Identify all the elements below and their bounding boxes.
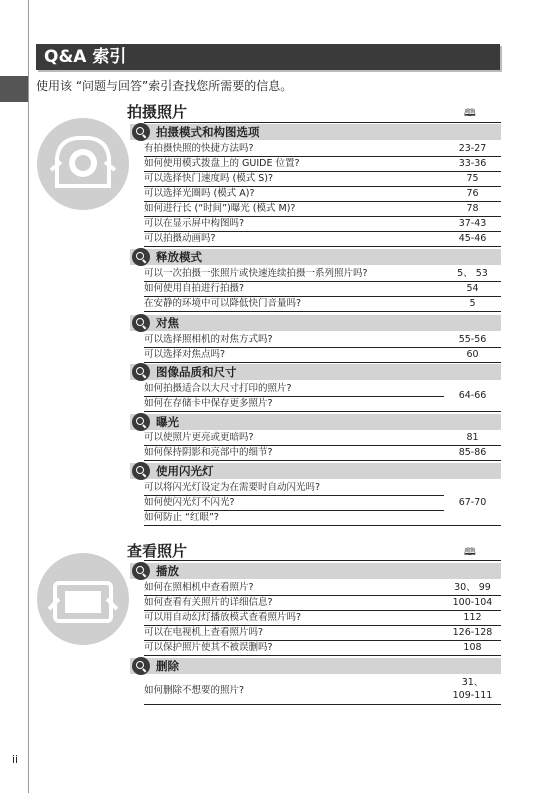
page-ref[interactable]: 23-27 <box>458 143 487 154</box>
page-ref[interactable]: 54 <box>466 283 479 294</box>
row-rule <box>144 704 501 705</box>
row-rule <box>144 216 501 217</box>
page-ref[interactable]: 109-111 <box>452 690 493 701</box>
row-rule <box>144 171 501 172</box>
page-ref[interactable]: 81 <box>466 432 479 443</box>
page-title: Q&A 索引 <box>36 44 500 70</box>
row-rule <box>144 445 501 446</box>
page-ref[interactable]: 126-128 <box>452 627 493 638</box>
group-heading-modes: 拍摄模式和构图选项 <box>130 124 501 140</box>
question-item: 可以在电视机上查看照片吗? <box>144 627 264 638</box>
row-rule <box>144 231 501 232</box>
row-rule <box>144 186 501 187</box>
row-rule <box>144 411 501 412</box>
row-rule <box>144 525 501 526</box>
page-ref[interactable]: 5、 53 <box>457 268 488 279</box>
group-heading-playback: 播放 <box>130 563 501 579</box>
question-item: 如何进行长 (“时间”)曝光 (模式 M)? <box>144 203 296 214</box>
question-item: 可以保护照片使其不被误删吗? <box>144 642 273 653</box>
question-item: 可以使照片更亮或更暗吗? <box>144 432 254 443</box>
group-heading-release: 释放模式 <box>130 249 501 265</box>
question-item: 如何拍摄适合以大尺寸打印的照片? <box>144 383 292 394</box>
camera-playback-icon <box>37 553 129 645</box>
group-heading-exposure: 曝光 <box>130 414 501 430</box>
row-rule <box>144 156 501 157</box>
page-ref[interactable]: 5 <box>469 298 476 309</box>
question-item: 如何使用模式拨盘上的 GUIDE 位置? <box>144 158 300 169</box>
margin-rule <box>28 0 29 793</box>
question-item: 可以拍摄动画吗? <box>144 233 216 244</box>
page-ref[interactable]: 76 <box>466 188 479 199</box>
question-item: 可以选择对焦点吗? <box>144 349 226 360</box>
row-rule <box>144 246 501 247</box>
row-rule <box>144 595 501 596</box>
book-icon: 🕮 <box>464 108 476 119</box>
magnifier-icon <box>132 462 150 480</box>
question-item: 可以在显示屏中构图吗? <box>144 218 245 229</box>
row-rule <box>144 201 501 202</box>
question-item: 在安静的环境中可以降低快门音量吗? <box>144 298 302 309</box>
page-ref[interactable]: 33-36 <box>458 158 487 169</box>
book-icon: 🕮 <box>464 547 476 558</box>
page-ref[interactable]: 31、 <box>461 677 484 688</box>
group-heading-focus: 对焦 <box>130 315 501 331</box>
magnifier-icon <box>132 248 150 266</box>
section-rule <box>144 560 501 561</box>
row-rule <box>144 625 501 626</box>
page-ref[interactable]: 60 <box>466 349 479 360</box>
question-item: 如何在照相机中查看照片? <box>144 582 254 593</box>
row-rule <box>144 311 501 312</box>
magnifier-icon <box>132 562 150 580</box>
question-item: 如何删除不想要的照片? <box>144 685 245 696</box>
page-ref[interactable]: 112 <box>463 612 482 623</box>
row-rule <box>144 640 501 641</box>
question-item: 可以选择照相机的对焦方式吗? <box>144 334 273 345</box>
question-item: 如何保持阴影和亮部中的细节? <box>144 447 273 458</box>
page-ref[interactable]: 85-86 <box>458 447 487 458</box>
question-item: 如何使闪光灯不闪光? <box>144 497 235 508</box>
magnifier-icon <box>132 413 150 431</box>
magnifier-icon <box>132 123 150 141</box>
page-ref[interactable]: 100-104 <box>452 597 493 608</box>
row-rule <box>144 362 501 363</box>
row-rule <box>144 655 501 656</box>
row-rule <box>144 495 444 496</box>
section-title-playback: 查看照片 <box>127 542 188 560</box>
page-ref[interactable]: 55-56 <box>458 334 487 345</box>
question-item: 可以一次拍摄一张照片或快速连续拍摄一系列照片吗? <box>144 268 368 279</box>
magnifier-icon <box>132 314 150 332</box>
section-rule <box>144 122 501 123</box>
magnifier-icon <box>132 657 150 675</box>
row-rule <box>144 610 501 611</box>
row-rule <box>144 281 501 282</box>
row-rule <box>144 510 444 511</box>
page-ref[interactable]: 67-70 <box>458 497 487 508</box>
row-rule <box>144 396 444 397</box>
camera-shooting-icon <box>37 118 129 210</box>
question-item: 如何在存储卡中保存更多照片? <box>144 398 273 409</box>
page-ref[interactable]: 30、 99 <box>454 582 491 593</box>
row-rule <box>144 347 501 348</box>
group-heading-flash: 使用闪光灯 <box>130 463 501 479</box>
question-item: 可以将闪光灯设定为在需要时自动闪光吗? <box>144 482 321 493</box>
question-item: 如何防止 “红眼”? <box>144 512 219 523</box>
question-item: 有拍摄快照的快捷方法吗? <box>144 143 254 154</box>
section-title-shooting: 拍摄照片 <box>127 103 188 121</box>
page-ref[interactable]: 78 <box>466 203 479 214</box>
question-item: 如何查看有关照片的详细信息? <box>144 597 273 608</box>
page-ref[interactable]: 75 <box>466 173 479 184</box>
page-ref[interactable]: 108 <box>463 642 482 653</box>
magnifier-icon <box>132 363 150 381</box>
row-rule <box>144 460 501 461</box>
question-item: 如何使用自拍进行拍摄? <box>144 283 245 294</box>
question-item: 可以选择光圈吗 (模式 A)? <box>144 188 255 199</box>
page-ref[interactable]: 64-66 <box>458 390 487 401</box>
question-item: 可以用自动幻灯播放模式查看照片吗? <box>144 612 302 623</box>
intro-text: 使用该 “问题与回答”索引查找您所需要的信息。 <box>36 79 293 93</box>
group-heading-quality: 图像品质和尺寸 <box>130 364 501 380</box>
page-number: ii <box>12 753 19 766</box>
question-item: 可以选择快门速度吗 (模式 S)? <box>144 173 274 184</box>
chapter-tab <box>0 76 28 102</box>
page-ref[interactable]: 45-46 <box>458 233 487 244</box>
group-heading-delete: 删除 <box>130 658 501 674</box>
row-rule <box>144 296 501 297</box>
page-ref[interactable]: 37-43 <box>458 218 487 229</box>
